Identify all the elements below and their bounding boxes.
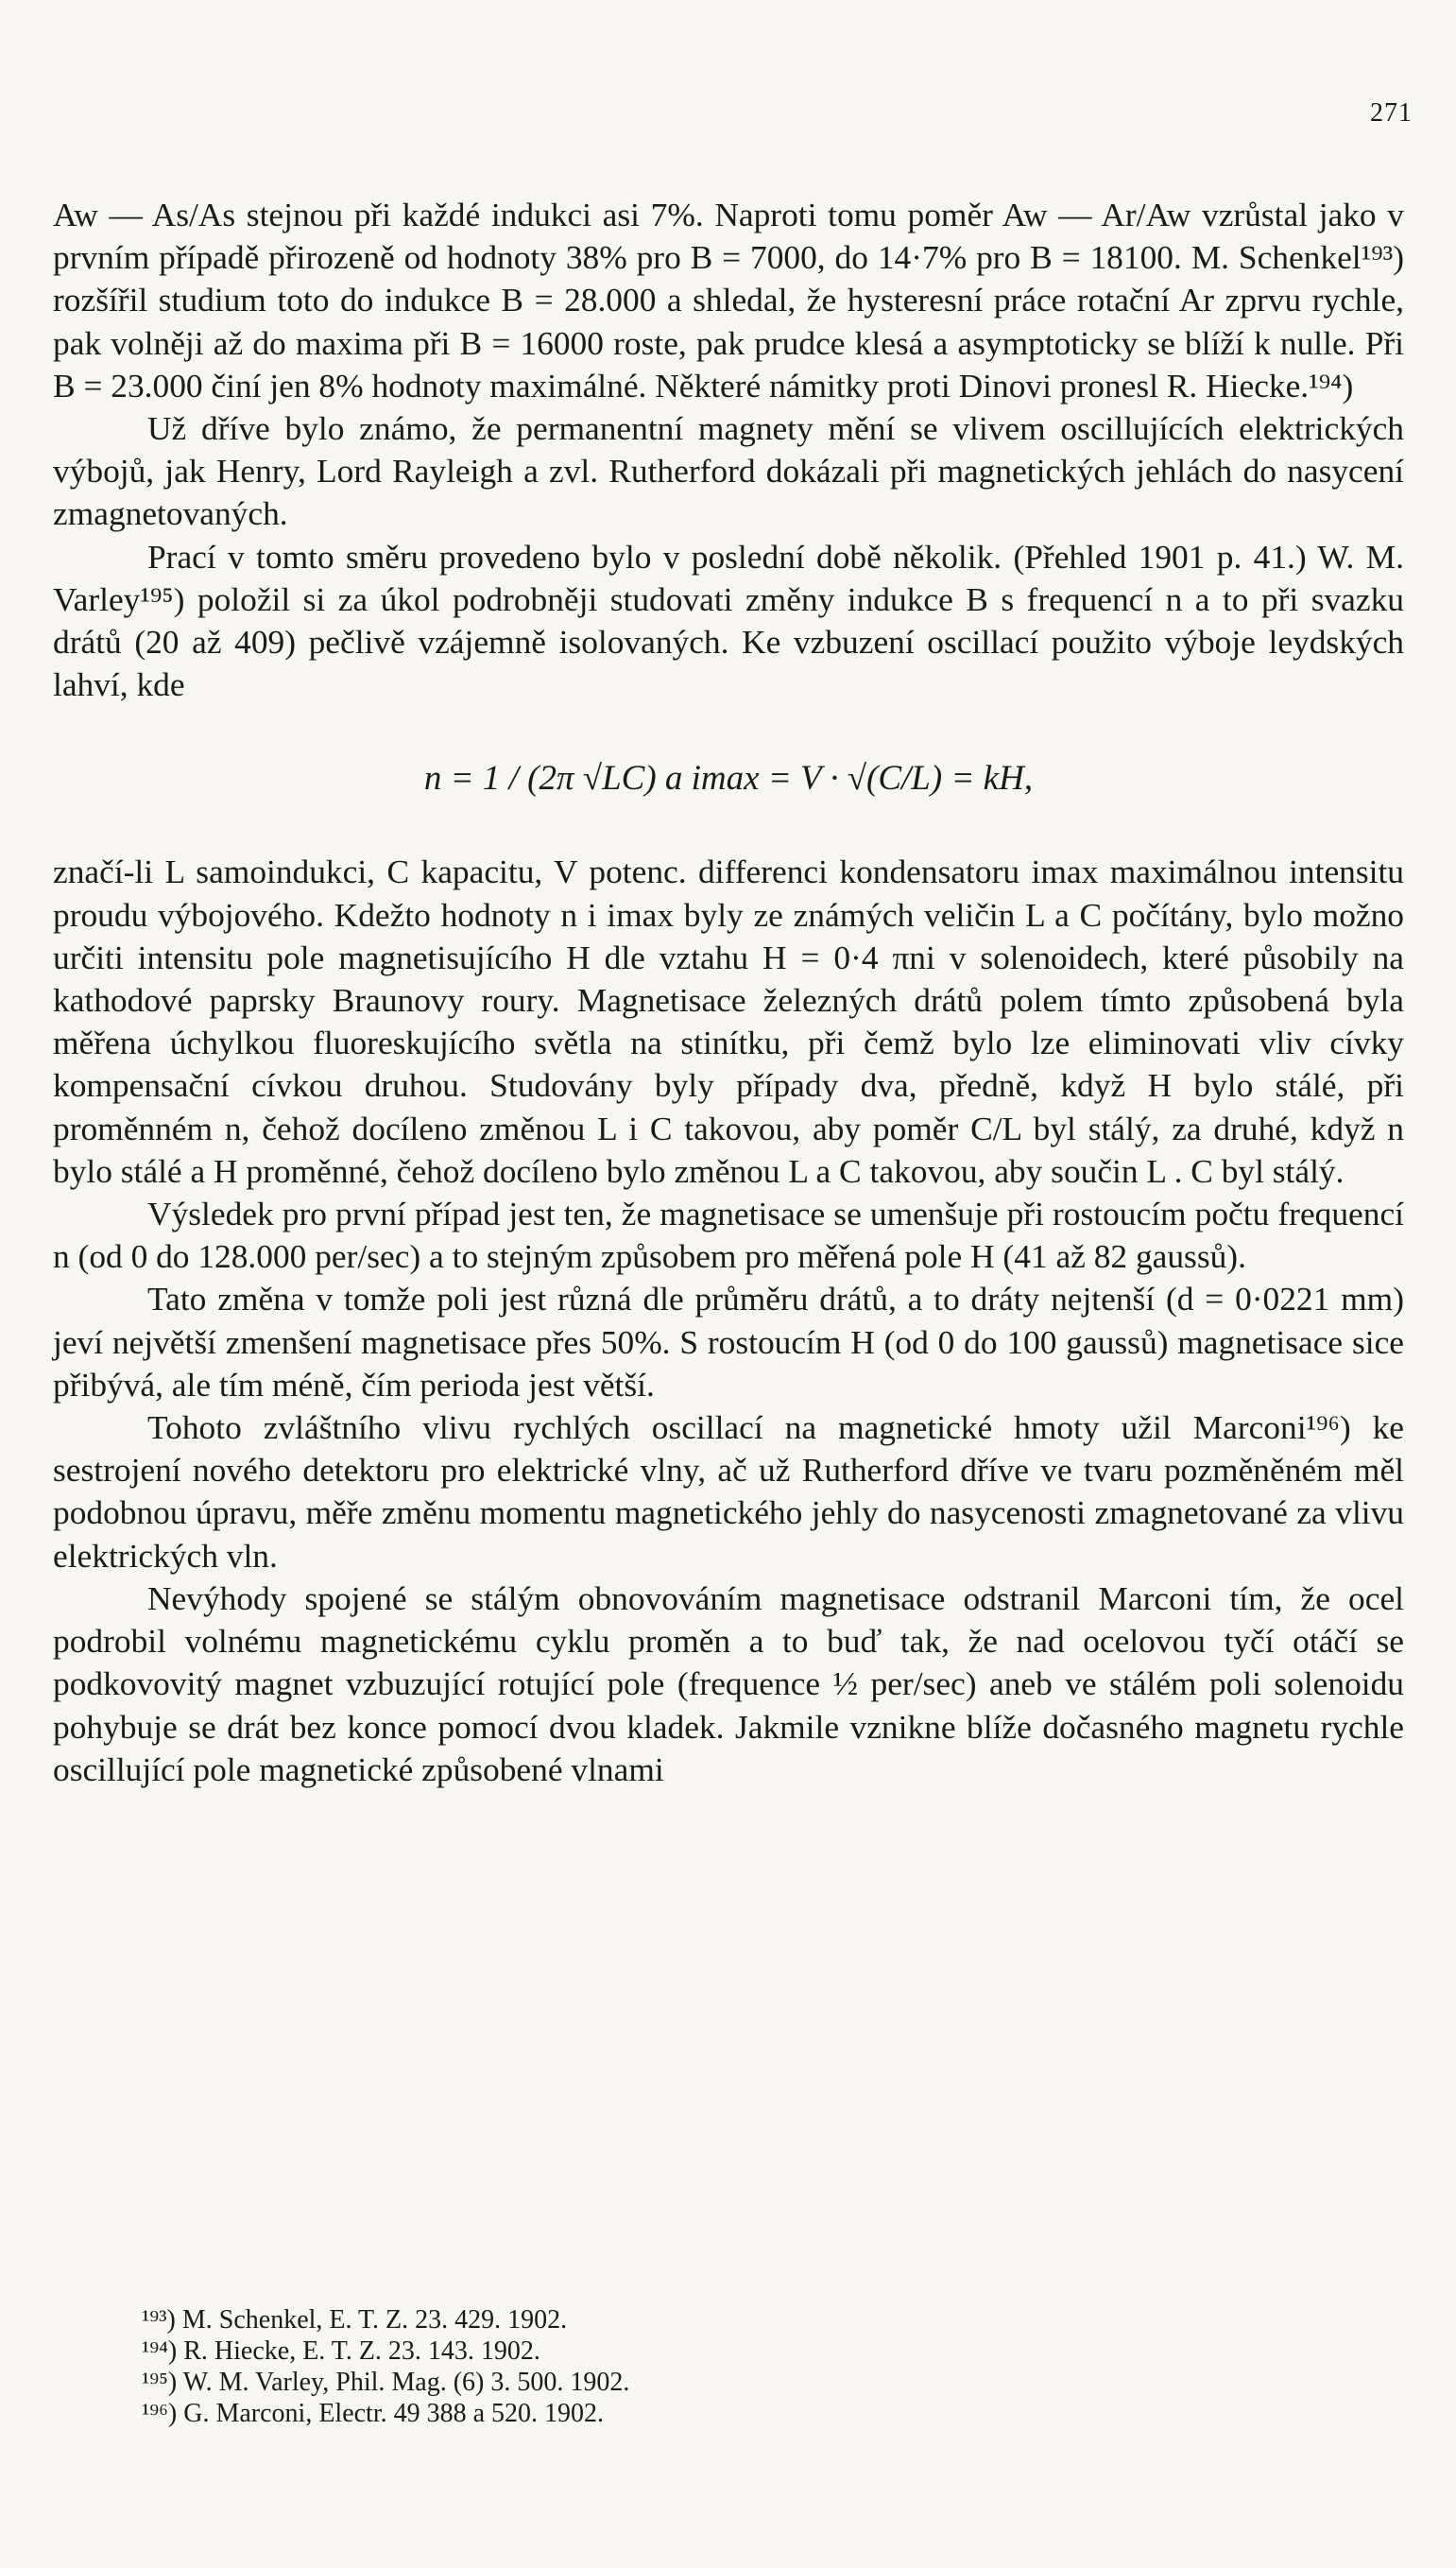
- paragraph-4: značí-li L samoindukci, C kapacitu, V potenc. differenci kondensatoru imax maximálnou intensitu proudu výbojového. Kdežto hodnoty n i imax byly ze známých veličin L a C počítány, bylo možno určiti intensitu pole magnetisujícího H dle vztahu H = 0·4 πni v solenoidech, které působily na kathodové paprsky Braunovy roury. Magnetisace železných drátů polem tímto způsobená byla měřena úchylkou fluoreskujícího světla na stinítku, při čemž bylo lze eliminovati vliv cívky kompensační cívkou druhou. Studovány byly případy dva, předně, když H bylo stálé, při proměnném n, čehož docíleno změnou L i C takovou, aby poměr C/L byl stálý, za druhé, když n bylo stálé a H proměnné, čehož docíleno bylo změnou L a C takovou, aby součin L . C byl stálý.: [53, 853, 1404, 1190]
- paragraph-8: Nevýhody spojené se stálým obnovováním magnetisace odstranil Marconi tím, že ocel podrobil volnému magnetickému cyklu proměn a to buď tak, že nad ocelovou tyčí otáčí se podkovovitý magnet vzbuzující rotující pole (frequence ½ per/sec) aneb ve stálém poli solenoidu pohybuje se drát bez konce pomocí dvou kladek. Jakmile vznikne blíže dočasného magnetu rychle oscillující pole magnetické způsobené vlnami: [53, 1578, 1404, 1788]
- paragraph-2: Už dříve bylo známo, že permanentní magnety mění se vlivem oscillujících elektrických výbojů, jak Henry, Lord Rayleigh a zvl. Rutherford dokázali při magnetických jehlách do nasycení zmagnetovaných.: [53, 409, 1404, 533]
- footnote-196: ¹⁹⁶) G. Marconi, Electr. 49 388 a 520. 1902.: [142, 2399, 605, 2428]
- footnote-194: ¹⁹⁴) R. Hiecke, E. T. Z. 23. 143. 1902.: [142, 2336, 540, 2366]
- formula: n = 1 / (2π √LC) a imax = V · √(C/L) = kH,: [423, 759, 1034, 799]
- paragraph-6: Tato změna v tomže poli jest různá dle průměru drátů, a to dráty nejtenší (d = 0·0221 mm) jeví největší zmenšení magnetisace přes 50%. S rostoucím H (od 0 do 100 gaussů) magnetisace sice přibývá, ale tím méně, čím perioda jest větší.: [53, 1280, 1404, 1404]
- page-number: 271: [1370, 98, 1413, 128]
- paragraph-3: Prací v tomto směru provedeno bylo v poslední době několik. (Přehled 1901 p. 41.) W. M. Varley¹⁹⁵) položil si za úkol podrobněji studovati změny indukce B s frequencí n a to při svazku drátů (20 až 409) pečlivě vzájemně isolovaných. Ke vzbuzení oscillací použito výboje leydských lahví, kde: [53, 537, 1404, 704]
- paragraph-7: Tohoto zvláštního vlivu rychlých oscillací na magnetické hmoty užil Marconi¹⁹⁶) ke sestrojení nového detektoru pro elektrické vlny, ač už Rutherford dříve ve tvaru pozměněném měl podobnou úpravu, měře změnu momentu magnetického jehly do nasycenosti zmagnetované za vlivu elektrických vln.: [53, 1408, 1404, 1575]
- paragraph-1: Aw — As/As stejnou při každé indukci asi 7%. Naproti tomu poměr Aw — Ar/Aw vzrůstal jako v prvním případě přirozeně od hodnoty 38% pro B = 7000, do 14·7% pro B = 18100. M. Schenkel¹⁹³) rozšířil studium toto do indukce B = 28.000 a shledal, že hysteresní práce rotační Ar zprvu rychle, pak volněji až do maxima při B = 16000 roste, pak prudce klesá a asymptoticky se blíží k nulle. Při B = 23.000 činí jen 8% hodnoty maximálné. Některé námitky proti Dinovi pronesl R. Hiecke.¹⁹⁴): [53, 196, 1404, 405]
- body-text: [53, 194, 1404, 1791]
- footnote-193: ¹⁹³) M. Schenkel, E. T. Z. 23. 429. 1902.: [142, 2305, 568, 2335]
- footnotes: [142, 2304, 629, 2429]
- paragraph-5: Výsledek pro první případ jest ten, že magnetisace se umenšuje při rostoucím počtu frequencí n (od 0 do 128.000 per/sec) a to stejným způsobem pro měřená pole H (41 až 82 gaussů).: [53, 1195, 1404, 1276]
- footnote-195: ¹⁹⁵) W. M. Varley, Phil. Mag. (6) 3. 500. 1902.: [142, 2368, 630, 2397]
